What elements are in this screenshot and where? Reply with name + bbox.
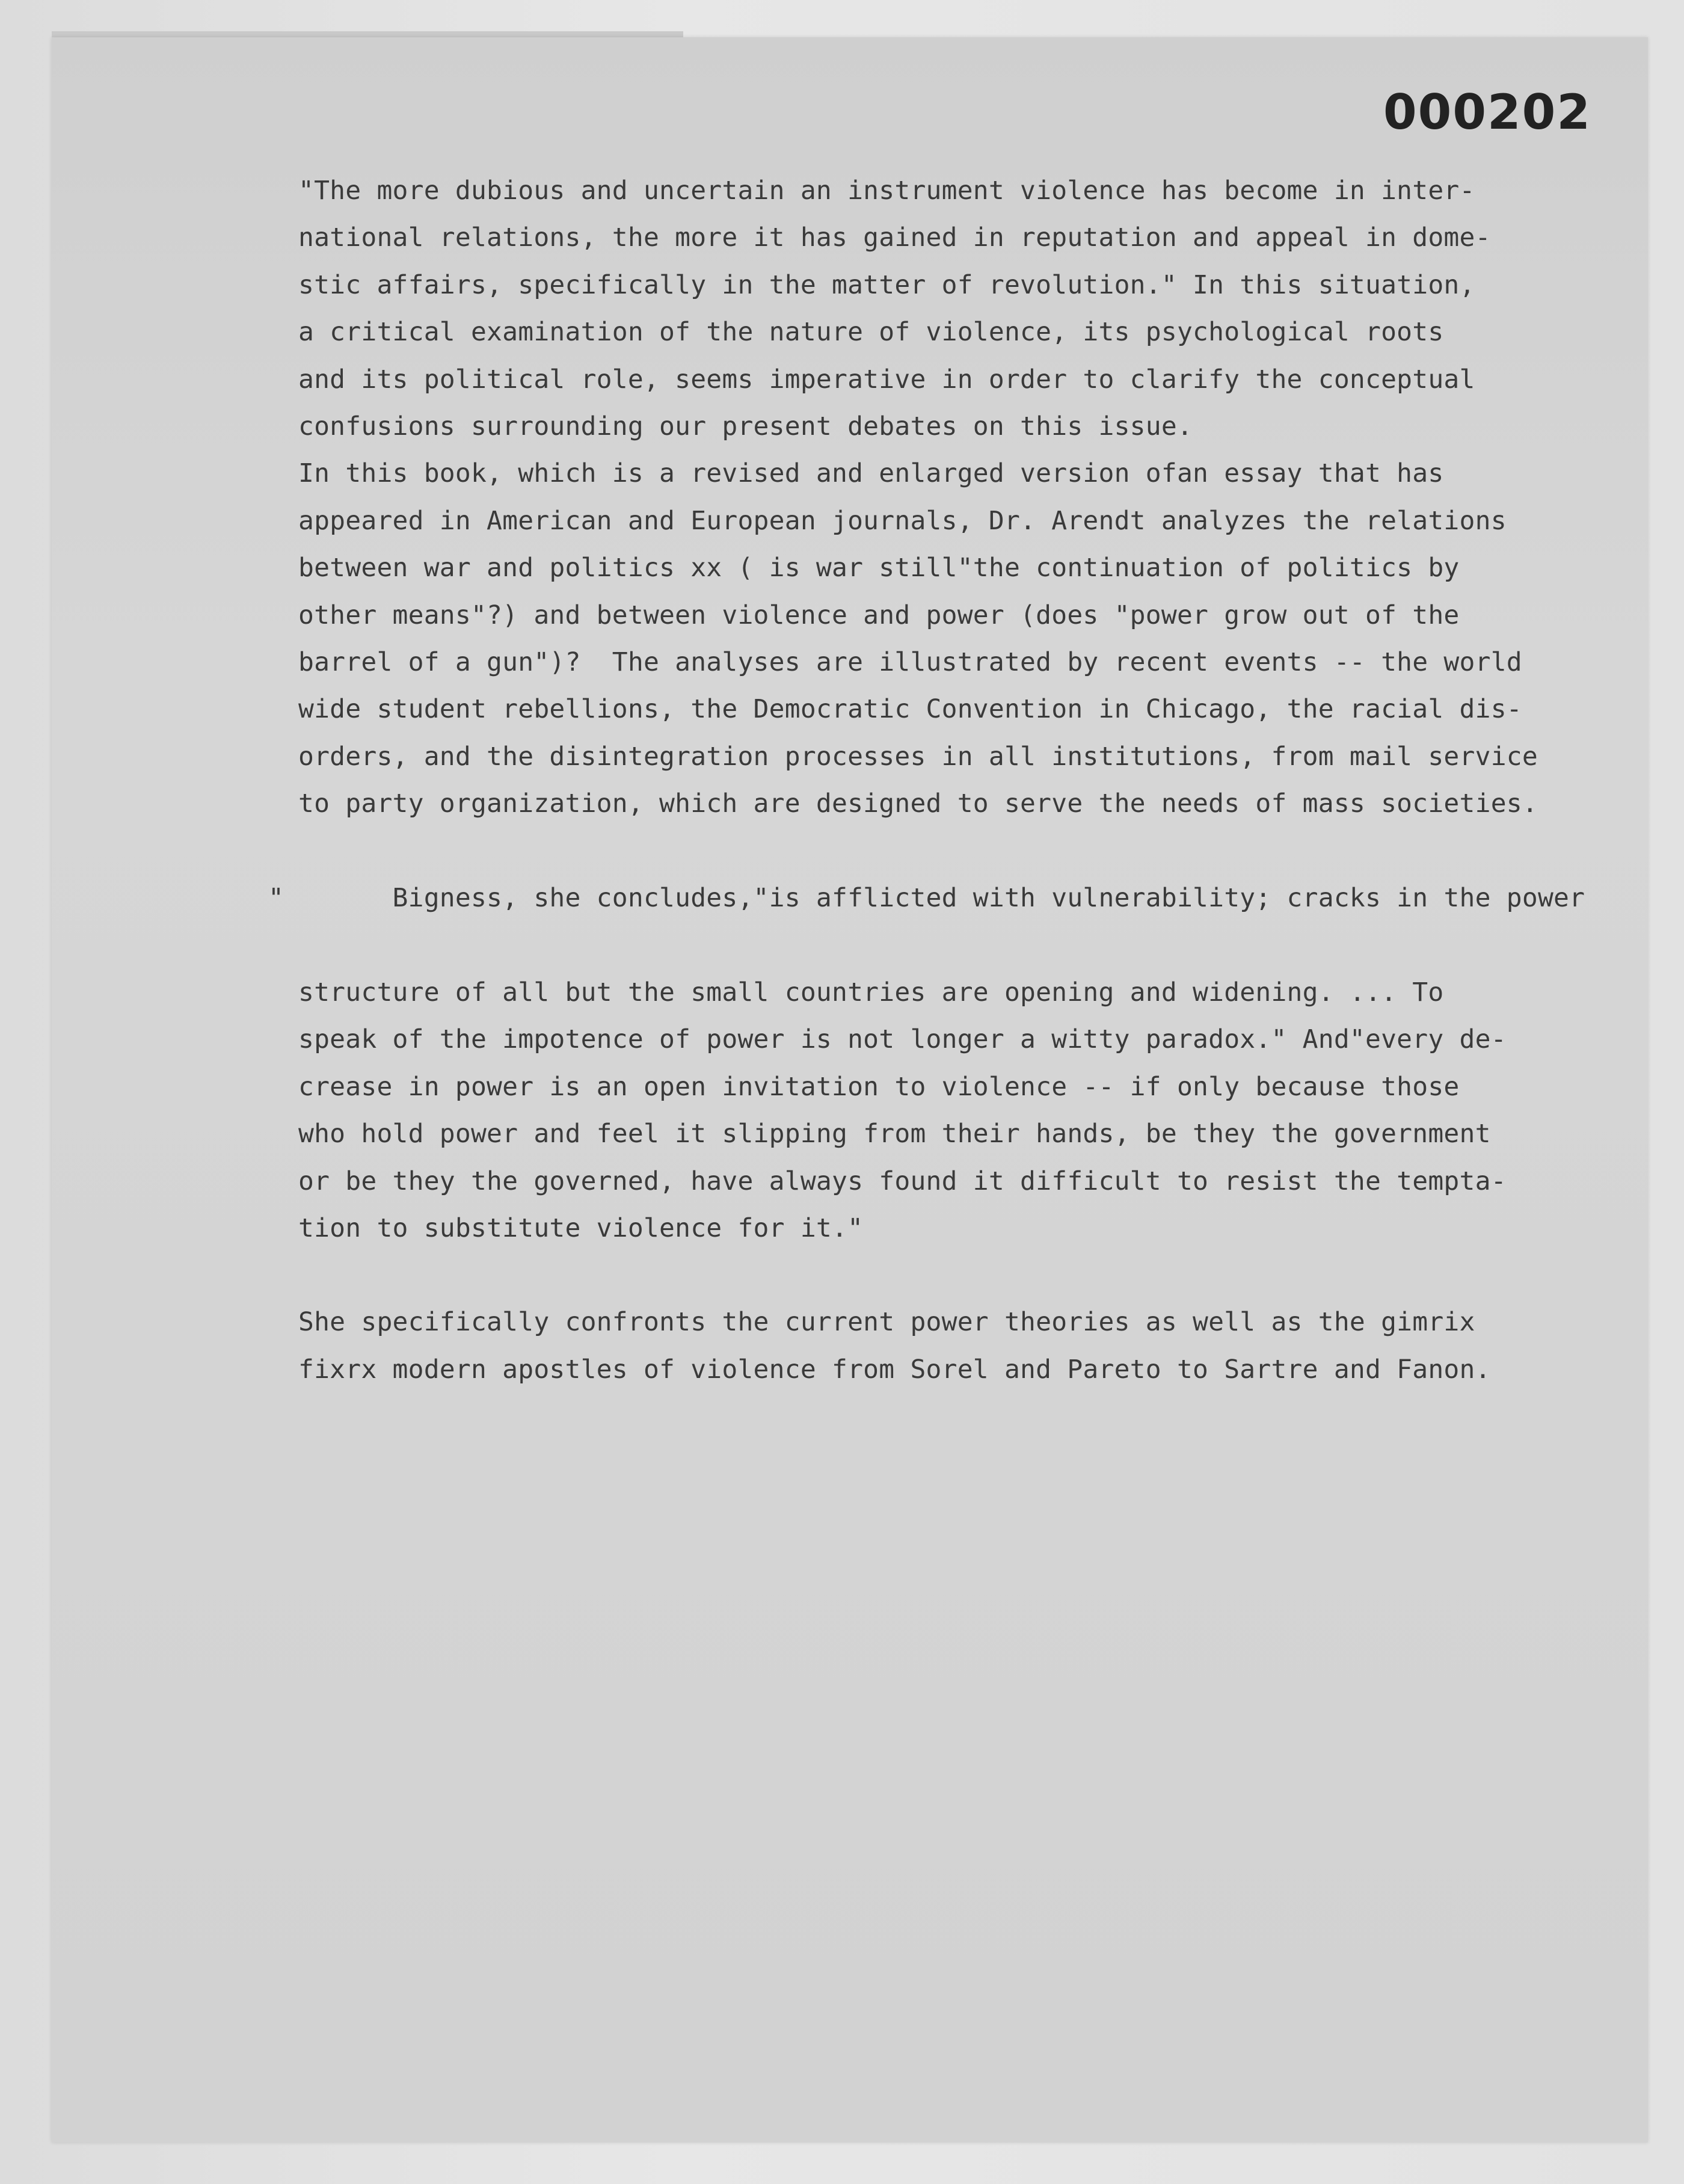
text-line: to party organization, which are designed to serve the needs of mass societies. xyxy=(298,789,1538,819)
page-number: 000202 xyxy=(1383,84,1591,140)
text-line: stic affairs, specifically in the matter of revolution." In this situation, xyxy=(298,269,1475,300)
text-line: She specifically confronts the current power theories as well as the gimrix xyxy=(298,1307,1475,1338)
text-line: orders, and the disintegration processes in all institutions, from mail service xyxy=(298,741,1538,772)
text-line: confusions surrounding our present debates on this issue. xyxy=(298,411,1193,442)
text-line: national relations, the more it has gained in reputation and appeal in dome- xyxy=(298,223,1491,253)
hanging-quote-mark: " xyxy=(268,883,284,914)
text-line: tion to substitute violence for it." xyxy=(298,1213,864,1243)
text-line: between war and politics xx ( is war still"the continuation of politics by xyxy=(298,553,1460,583)
text-line: or be they the governed, have always found it difficult to resist the tempta- xyxy=(298,1166,1507,1196)
text-line: "The more dubious and uncertain an instrument violence has become in inter- xyxy=(298,176,1475,206)
text-line: fixrx modern apostles of violence from Sorel and Pareto to Sartre and Fanon. xyxy=(298,1354,1491,1385)
text-line: wide student rebellions, the Democratic Convention in Chicago, the racial dis- xyxy=(298,694,1522,725)
paragraph-confronts xyxy=(298,1299,1652,1393)
text-line: barrel of a gun")? The analyses are illustrated by recent events -- the world xyxy=(298,647,1522,678)
text-line: speak of the impotence of power is not longer a witty paradox." And"every de- xyxy=(298,1024,1507,1055)
text-line-content: Bigness, she concludes,"is afflicted with vulnerability; cracks in the power xyxy=(392,883,1585,914)
paragraph-book-description xyxy=(268,450,1652,1252)
text-line: crease in power is an open invitation to violence -- if only because those xyxy=(298,1071,1460,1102)
text-line: and its political role, seems imperative in order to clarify the conceptual xyxy=(298,364,1475,395)
text-line: a critical examination of the nature of violence, its psychological roots xyxy=(298,317,1444,348)
text-line: structure of all but the small countries are opening and widening. ... To xyxy=(298,977,1444,1007)
paragraph-gap xyxy=(298,1252,1652,1299)
text-line: In this book, which is a revised and enlarged version ofan essay that has xyxy=(298,458,1444,489)
paragraph-intro-quote xyxy=(298,167,1652,450)
document-body xyxy=(268,167,1652,1393)
text-line: other means"?) and between violence and power (does "power grow out of the xyxy=(298,600,1460,630)
text-line: who hold power and feel it slipping from their hands, be they the government xyxy=(298,1119,1491,1149)
text-line xyxy=(268,828,1652,969)
text-line: appeared in American and European journals, Dr. Arendt analyzes the relations xyxy=(298,505,1507,536)
